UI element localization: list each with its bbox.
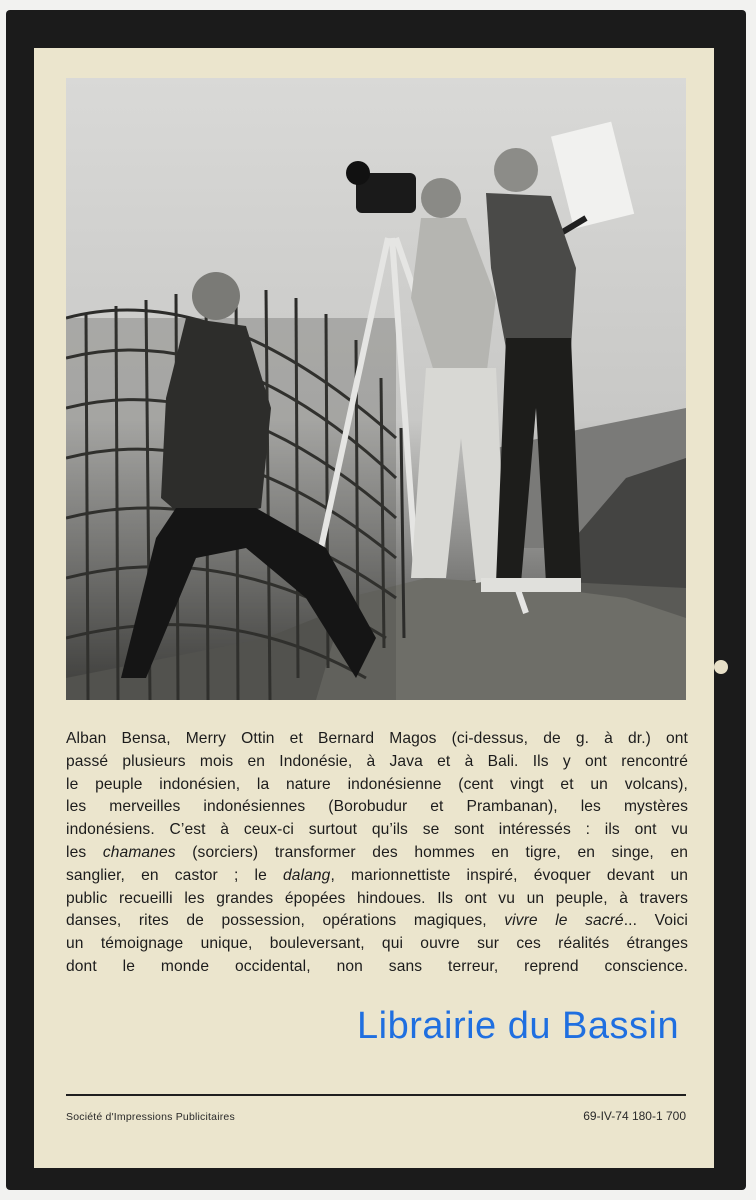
- text-line: un témoignage unique, bouleversant, qui ouvre sur ces réalités étranges: [66, 935, 688, 953]
- text-line: indonésiens. C’est à ceux-ci surtout qu’ils se sont intéressés : ils ont vu: [66, 821, 688, 839]
- printer-name: Société d'Impressions Publicitaires: [66, 1111, 235, 1123]
- text-line: les merveilles indonésiennes (Borobudur et Prambanan), les mystères: [66, 798, 688, 816]
- text-span: ... Voici: [623, 912, 689, 930]
- text-line: public recueilli les grandes épopées hindoues. Ils ont vu un peuple, à travers: [66, 889, 688, 907]
- text-line: le peuple indonésien, la nature indonésienne (cent vingt et un volcans),: [66, 775, 688, 793]
- book-back-cover: [6, 10, 746, 1190]
- text-line: Alban Bensa, Merry Ottin et Bernard Magos (ci-dessus, de g. à dr.) ont: [66, 730, 688, 747]
- italic-term: vivre le sacré: [504, 912, 624, 930]
- text-span: , marionnettiste inspiré, évoquer devant un: [330, 866, 688, 884]
- text-span: les: [66, 843, 103, 861]
- seller-watermark: Librairie du Bassin: [357, 1005, 680, 1047]
- divider: [66, 1094, 686, 1096]
- text-line: passé plusieurs mois en Indonésie, à Java et à Bali. Ils y ont rencontré: [66, 752, 688, 770]
- text-line: [66, 865, 688, 888]
- print-code: 69-IV-74 180-1 700: [583, 1109, 686, 1123]
- italic-term: dalang: [283, 866, 331, 884]
- text-span: (sorciers) transformer des hommes en tigre, en singe, en: [175, 843, 689, 861]
- italic-term: chamanes: [102, 843, 176, 861]
- text-line: dont le monde occidental, non sans terreur, reprend conscience.: [66, 957, 688, 975]
- cover-photo: [66, 78, 686, 700]
- description-text: [66, 728, 688, 979]
- cover-panel: [34, 48, 714, 1168]
- text-line: [66, 842, 688, 865]
- text-span: danses, rites de possession, opérations magiques,: [66, 912, 505, 930]
- text-span: sanglier, en castor ; le: [66, 866, 284, 884]
- text-line: [66, 910, 688, 933]
